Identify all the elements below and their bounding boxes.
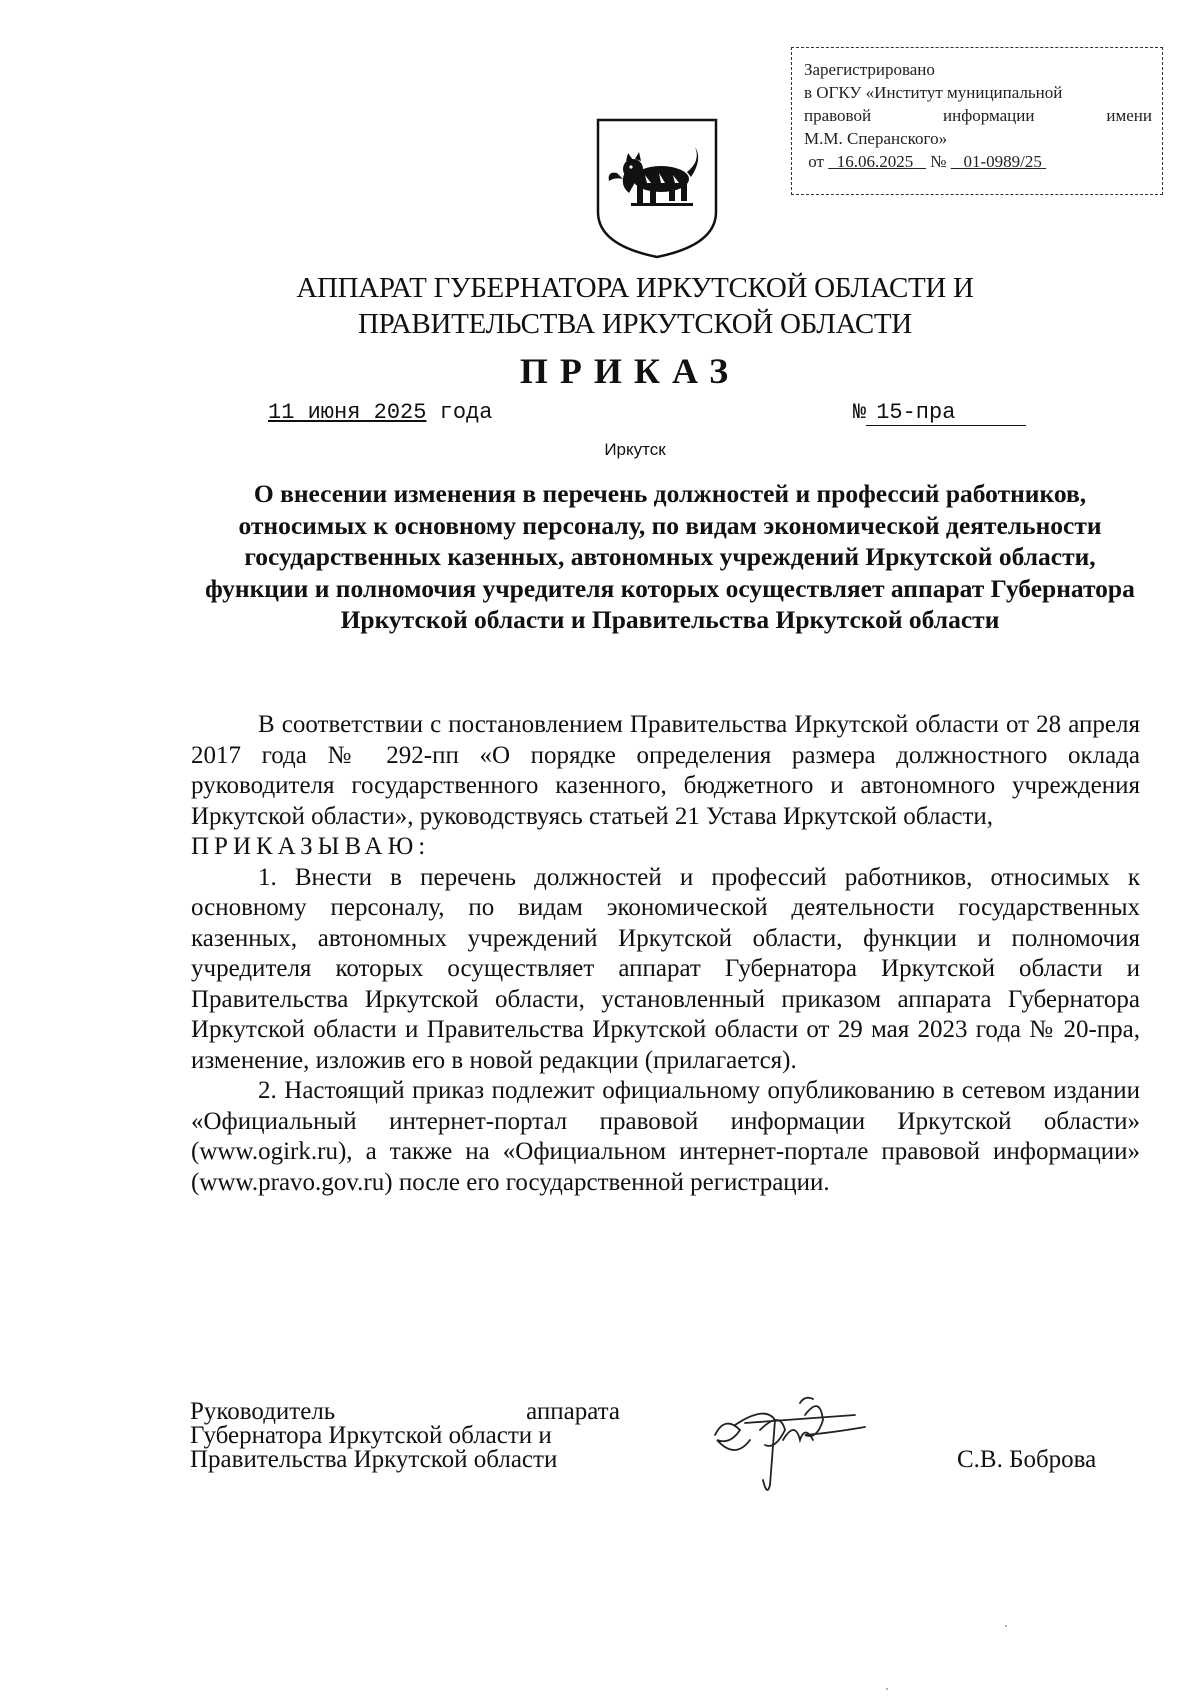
registration-word: имени [1106, 106, 1152, 125]
registration-line-3 [804, 104, 1152, 127]
document-number [853, 400, 1026, 426]
registration-stamp [791, 47, 1163, 195]
body-order-word: ПРИКАЗЫВАЮ: [191, 833, 431, 860]
registration-line-2: в ОГКУ «Институт муниципальной [804, 83, 1063, 102]
signatory-position-word: Руководитель [190, 1398, 336, 1425]
document-subject: О внесении изменения в перечень должностей и профессий работников, относимых к основному персоналу, по видам экономической деятельности государственных казенных, автономных учреждений Иркутской области, функции и полномочия учредителя которых осуществляет аппарат Губернатора Иркутской области и Правительства Иркутской области [205, 479, 1135, 634]
signatory-position-line-3: Правительства Иркутской области [190, 1446, 558, 1473]
document-body [191, 710, 1140, 1198]
signatory-position [190, 1400, 620, 1472]
registration-number-value: 01-0989/25 [963, 152, 1042, 171]
scan-speck [1005, 1625, 1007, 1627]
registration-line-1: Зарегистрировано [804, 60, 935, 79]
document-date-value: 11 июня 2025 [268, 400, 427, 425]
scan-speck [886, 1688, 888, 1690]
document-date-suffix: года [426, 400, 493, 425]
registration-line-4: М.М. Сперанского» [804, 129, 948, 148]
registration-word: информации [943, 106, 1035, 125]
organization-title [270, 270, 1000, 342]
body-item-2: 2. Настоящий приказ подлежит официальному опубликованию в сетевом издании «Официальный интернет-портал правовой информации Иркутской области» (www.ogirk.ru), а также на «Официальном интернет-портале правовой информации» (www.pravo.gov.ru) после его государственной регистрации. [191, 1077, 1140, 1196]
registration-number-prefix: № [930, 152, 947, 171]
registration-date [828, 152, 926, 171]
signatory-position-word: аппарата [526, 1398, 620, 1425]
registration-word: правовой [804, 106, 872, 125]
document-number-value: 15-пра [866, 400, 1026, 426]
document-type-heading: ПРИКАЗ [519, 351, 741, 391]
body-preamble: В соответствии с постановлением Правительства Иркутской области от 28 апреля 2017 года № 292-пп «О порядке определения размера должностного оклада руководителя государственного казенного, бюджетного и автономного учреждения Иркутской области», руководствуясь статьей 21 Устава Иркутской области, [191, 711, 1140, 830]
registration-date-value: 16.06.2025 [836, 152, 914, 171]
coat-of-arms-emblem [595, 117, 719, 259]
signatory-position-line-1 [190, 1400, 620, 1424]
body-item-1: 1. Внести в перечень должностей и профессий работников, относимых к основному персоналу, по видам экономической деятельности государственных казенных, автономных учреждений Иркутской области, функции и полномочия учредителя которых осуществляет аппарат Губернатора Иркутской области и Правительства Иркутской области, установленный приказом аппарата Губернатора Иркутской области и Правительства Иркутской области от 29 мая 2023 года № 20-пра, изменение, изложив его в новой редакции (прилагается). [191, 863, 1140, 1074]
registration-date-line [804, 150, 1152, 173]
document-date [268, 400, 492, 425]
document-city: Иркутск [604, 440, 666, 459]
registration-number [951, 152, 1046, 171]
signatory-position-line-2: Губернатора Иркутской области и [190, 1422, 552, 1449]
organization-title-line-2: ПРАВИТЕЛЬСТВА ИРКУТСКОЙ ОБЛАСТИ [358, 308, 912, 340]
registration-date-prefix: от [808, 152, 824, 171]
signer-name: С.В. Боброва [957, 1446, 1097, 1473]
document-number-prefix: № [853, 400, 867, 425]
handwritten-signature [705, 1385, 870, 1505]
organization-title-line-1: АППАРАТ ГУБЕРНАТОРА ИРКУТСКОЙ ОБЛАСТИ И [296, 272, 974, 304]
